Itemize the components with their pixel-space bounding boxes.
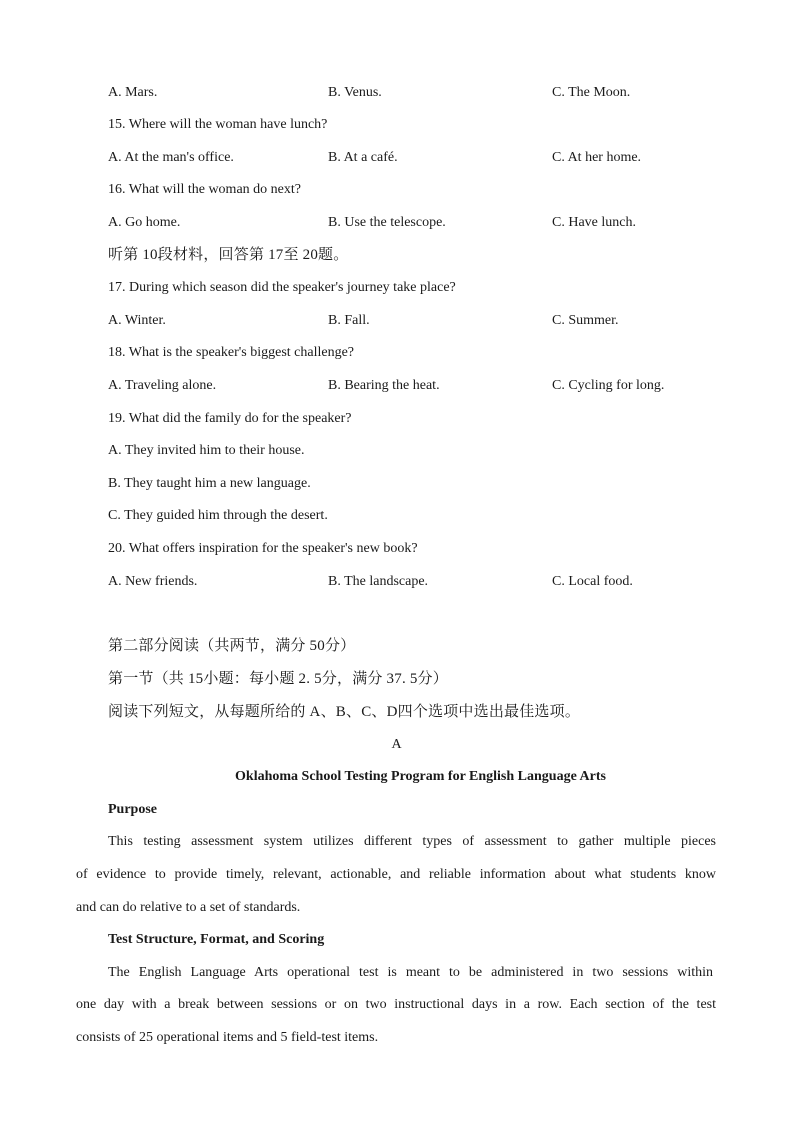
q19-question: 19. What did the family do for the speaker? — [108, 411, 352, 426]
q19-option-b: B. They taught him a new language. — [108, 476, 311, 491]
q14-option-a: A. Mars. — [108, 85, 158, 100]
structure-line-3: consists of 25 operational items and 5 field-test items. — [76, 1030, 379, 1045]
q15-option-b: B. At a café. — [328, 150, 398, 165]
structure-line-1: The English Language Arts operational test is meant to be administered in two sessions within — [108, 965, 713, 980]
q15-option-c: C. At her home. — [552, 150, 642, 165]
q20-option-c: C. Local food. — [552, 574, 633, 589]
q19-option-c: C. They guided him through the desert. — [108, 508, 328, 523]
q19-option-a: A. They invited him to their house. — [108, 443, 305, 458]
passage-letter: A — [391, 737, 402, 752]
purpose-heading: Purpose — [108, 802, 157, 817]
q20-option-a: A. New friends. — [108, 574, 198, 589]
q20-option-b: B. The landscape. — [328, 574, 429, 589]
q17-option-b: B. Fall. — [328, 313, 370, 328]
structure-line-2: one day with a break between sessions or on two instructional days in a row. Each section of the test — [76, 997, 716, 1012]
purpose-line-3: and can do relative to a set of standards. — [76, 900, 301, 915]
purpose-line-1: This testing assessment system utilizes different types of assessment to gather multiple pieces — [108, 834, 716, 849]
purpose-line-2: of evidence to provide timely, relevant, actionable, and reliable information about what students know — [76, 867, 716, 882]
part2-heading: 第二部分阅读（共两节，满分 50分） — [108, 638, 356, 654]
q20-question: 20. What offers inspiration for the speaker's new book? — [108, 541, 418, 556]
reading-instruction: 阅读下列短文，从每题所给的 A、B、C、D四个选项中选出最佳选项。 — [108, 704, 581, 720]
q17-question: 17. During which season did the speaker's journey take place? — [108, 280, 456, 295]
q16-option-c: C. Have lunch. — [552, 215, 636, 230]
q15-question: 15. Where will the woman have lunch? — [108, 117, 328, 132]
structure-heading: Test Structure, Format, and Scoring — [108, 932, 325, 947]
q17-option-c: C. Summer. — [552, 313, 619, 328]
q14-option-b: B. Venus. — [328, 85, 382, 100]
q16-option-a: A. Go home. — [108, 215, 181, 230]
passage-title: Oklahoma School Testing Program for English Language Arts — [235, 769, 606, 784]
q18-option-b: B. Bearing the heat. — [328, 378, 440, 393]
section1-heading: 第一节（共 15小题：每小题 2. 5分，满分 37. 5分） — [108, 671, 448, 687]
q16-question: 16. What will the woman do next? — [108, 182, 301, 197]
q18-option-a: A. Traveling alone. — [108, 378, 217, 393]
q17-option-a: A. Winter. — [108, 313, 166, 328]
q14-option-c: C. The Moon. — [552, 85, 631, 100]
q18-question: 18. What is the speaker's biggest challenge? — [108, 345, 355, 360]
section10-instruction: 听第 10段材料，回答第 17至 20题。 — [108, 247, 349, 263]
q15-option-a: A. At the man's office. — [108, 150, 234, 165]
q18-option-c: C. Cycling for long. — [552, 378, 665, 393]
q16-option-b: B. Use the telescope. — [328, 215, 446, 230]
